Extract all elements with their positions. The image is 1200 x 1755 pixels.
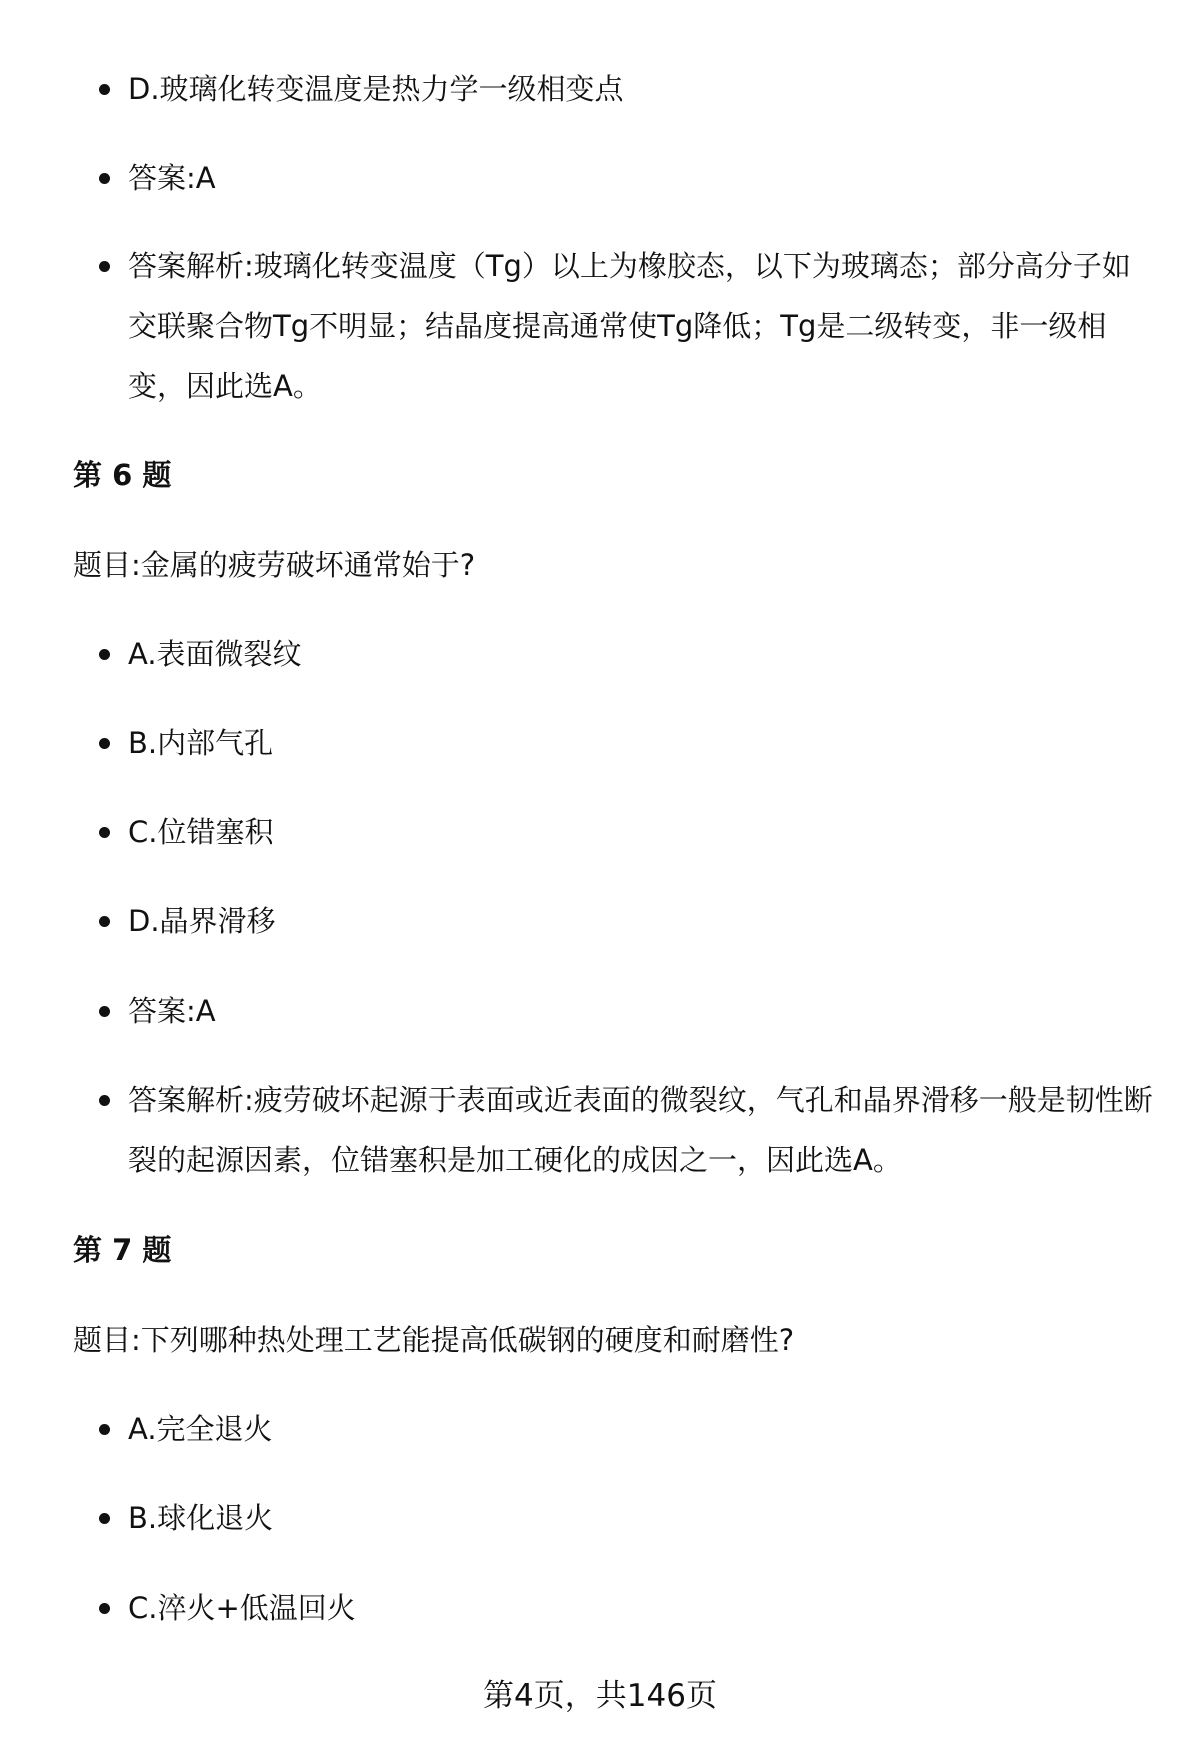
q6-option-a: A.表面微裂纹 [128,624,1158,684]
q5-analysis: 答案解析:玻璃化转变温度（Tg）以上为橡胶态，以下为玻璃态；部分高分子如交联聚合物Tg不明显；结晶度提高通常使Tg降低；Tg是二级转变，非一级相变，因此选A。 [128,236,1158,416]
q6-answer: 答案:A [128,981,1158,1041]
q7-option-a: A.完全退火 [128,1399,1158,1459]
q7-stem: 题目:下列哪种热处理工艺能提高低碳钢的硬度和耐磨性? [73,1323,795,1357]
q7-option-b: B.球化退火 [128,1488,1158,1548]
page-number: 第4页，共146页 [483,1678,717,1714]
q6-analysis: 答案解析:疲劳破坏起源于表面或近表面的微裂纹，气孔和晶界滑移一般是韧性断裂的起源因素，位错塞积是加工硬化的成因之一，因此选A。 [128,1070,1158,1190]
q6-option-d: D.晶界滑移 [128,891,1158,951]
q6-option-c: C.位错塞积 [128,802,1158,862]
q5-option-d: D.玻璃化转变温度是热力学一级相变点 [128,59,1158,119]
q7-option-c: C.淬火+低温回火 [128,1578,1158,1638]
q5-answer: 答案:A [128,148,1158,208]
q6-heading: 第 6 题 [73,458,172,492]
q6-option-b: B.内部气孔 [128,713,1158,773]
q7-heading: 第 7 题 [73,1233,172,1267]
q6-stem: 题目:金属的疲劳破坏通常始于? [73,548,476,582]
